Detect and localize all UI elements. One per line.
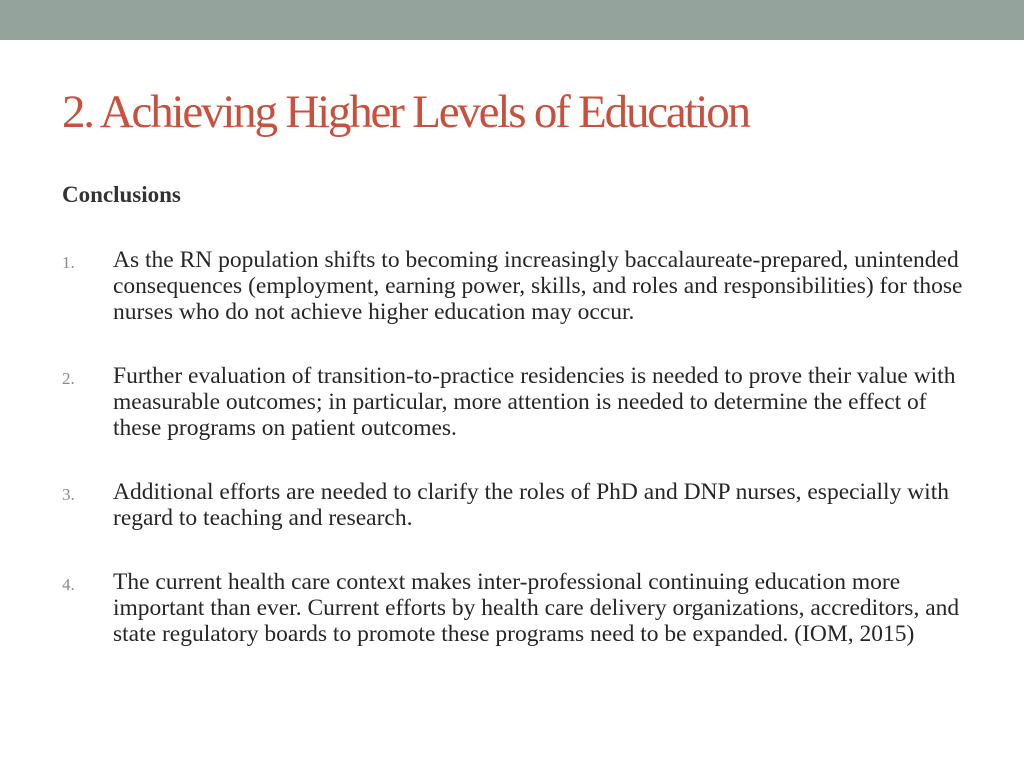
list-item xyxy=(62,363,972,441)
list-item-text: The current health care context makes inter-professional continuing education more important than ever. Current efforts by health care delivery organizations, accreditors, and state regulatory boards to promote these programs need to be expanded. (IOM, 2015) xyxy=(113,569,960,647)
list-item-text: As the RN population shifts to becoming increasingly baccalaureate-prepared, unintended consequences (employment, earning power, skills, and roles and responsibilities) for those nurses who do not achieve higher education may occur. xyxy=(113,247,963,325)
list-item-number: 3. xyxy=(62,485,75,504)
list-item xyxy=(62,569,972,647)
conclusions-list xyxy=(62,247,972,685)
list-item xyxy=(62,479,972,531)
slide-title: 2. Achieving Higher Levels of Education xyxy=(62,86,749,138)
list-item-text: Further evaluation of transition-to-practice residencies is needed to prove their value with measurable outcomes; in particular, more attention is needed to determine the effect of these programs on patient outcomes. xyxy=(113,363,956,441)
list-item-number: 4. xyxy=(62,575,75,594)
list-item-number: 1. xyxy=(62,253,75,272)
list-item xyxy=(62,247,972,325)
list-item-text: Additional efforts are needed to clarify the roles of PhD and DNP nurses, especially with regard to teaching and research. xyxy=(113,479,949,531)
top-accent-bar xyxy=(0,0,1024,40)
list-item-number: 2. xyxy=(62,369,75,388)
slide-subtitle: Conclusions xyxy=(62,182,181,207)
